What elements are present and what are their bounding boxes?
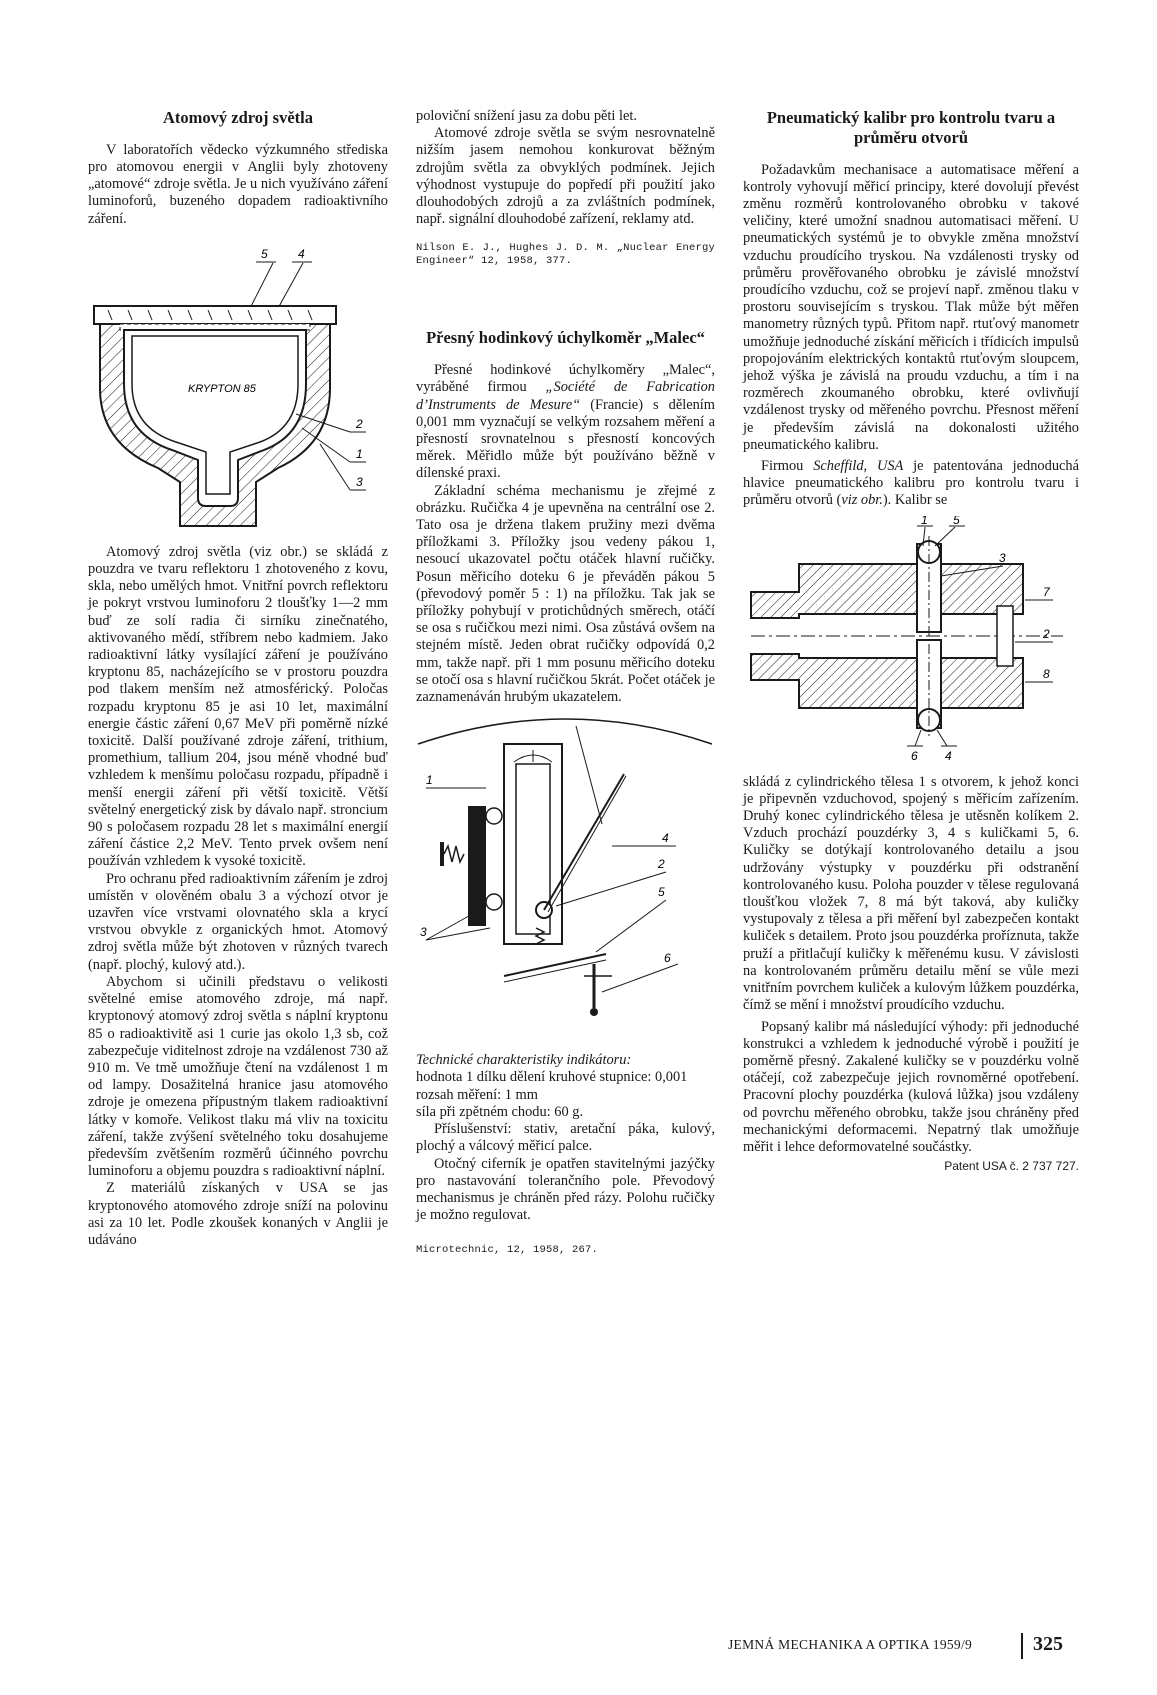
journal-name: JEMNÁ MECHANIKA A OPTIKA 1959/9 <box>728 1637 973 1652</box>
spec-title: Technické charakteristiky indikátoru: <box>416 1052 632 1069</box>
page-footer <box>728 1633 1080 1657</box>
krypton-light-source-figure <box>88 236 388 534</box>
page-number: 325 <box>1033 1633 1063 1655</box>
article-title-atomic-light: Atomový zdroj světla <box>163 108 313 127</box>
column-left <box>88 108 388 1249</box>
article-paragraph: Atomové zdroje světla se svým nesrovnatelně nižším jasem nemohou konkurovat běžným zdrojům světla za obvyklých podmínek. Jejich výhodnost vystupuje do popředí při použití jako dlouhodobých zdrojů a za zvláštních podmínek, např. signální dlouhodobé zařízení, reklamy atd. <box>416 125 715 228</box>
fig3-label-3: 3 <box>999 550 1006 565</box>
spec-line: síla při zpětném chodu: 60 g. <box>416 1103 584 1120</box>
fig3-label-1: 1 <box>921 515 928 527</box>
fig1-label-4: 4 <box>298 246 305 261</box>
footer-divider <box>1021 1633 1023 1659</box>
fig3-label-2: 2 <box>1043 626 1050 641</box>
article-paragraph: Atomový zdroj světla (viz obr.) se skládá z pouzdra ve tvaru reflektoru 1 zhotoveného z kovu, skla, nebo umělých hmot. Vnitřní povrch reflektoru je pokryt vrstvou luminoforu 2 tloušťky 1—2 mm buď ze solí radia či sirníku zinečnatého, aktivovaného mědí, stříbrem nebo kadmiem. Jako radioaktivní látky vysílající záření je používáno kryptonu 85, nacházejícího se v prostoru pouzdra pod tlakem menším než atmosférický. Poločas rozpadu kryptonu 85 je asi 10 let, maximální energie částic záření 0,67 MeV při poměrně nízké toxicitě. Další používané zdroje záření, trithium, promethium, tallium 204, jsou méně vhodné buď vzhledem k menšímu poločasu rozpadu, případně i menší energii záření při větší toxicitě. Větší světelný energetický zisk by dávalo např. stroncium 90 s poločasem rozpadu 28 let s maximální energií záření částice 2,2 MeV. Tento prvek ovšem není používán vzhledem k vysoké toxicitě. <box>88 543 388 870</box>
article-paragraph: Požadavkům mechanisace a automatisace měření a kontroly vyhovují měřicí principy, které dovolují převést změnu rozměrů kontrolovaného obrobku v takové veličiny, které umožní snadnou automatisaci měření. U pneumatických systémů je to obvykle změna množství vzduchu proudícího tryskou. Na vzdálenosti trysky od průměru prověřovaného obrobku je závislé množství proudícího vzduchu, což se projeví např. změnou tlaku v prostoru souvisejícím s tryskou. Tlak může být měřen manometry různých typů. Přitom např. rtuťový manometr umožňuje jednoduché získání měřicích i třídicích impulsů propojováním elektrických kontaktů rtuťovým sloupcem, jehož výška je závislá na proudu vzduchu, a tím i na rozměrech zkoumaného obrobku, které ovlivňují vzdálenost trysky od měřeného povrchu. Přesnost měření je především závislá na dokonalosti užitého pneumatického kalibru. <box>743 161 1079 453</box>
article-title-pneumatic: Pneumatický kalibr pro kontrolu tvaru a průměru otvorů <box>766 108 1056 147</box>
fig1-label-1: 1 <box>356 446 363 461</box>
source-citation: Microtechnic, 12, 1958, 267. <box>416 1244 599 1257</box>
fig1-label-3: 3 <box>356 474 363 489</box>
article-paragraph: skládá z cylindrického tělesa 1 s otvorem, k jehož konci je připevněn vzduchovod, spojený s měřicím zařízením. Druhý konec cylindrického tělesa je utěsněn kolíkem 2. Vzduch prochází pouzdérky 3, 4 s kuličkami 5, 6. Kuličky se dotýkají kontrolovaného detailu a jsou udržovány výstupky v pouzdérku při odstranění kontrolovaného kusu. Poloha pouzder v tělese regulovaná tloušťkou vložek 7, 8 má být taková, aby kuličky vystupovaly z tělesa a při měření byl zabezpečen kontakt kuliček s detailem. Proto jsou pouzdérka proříznuta, takže pruží a přitlačují kuličky k měřenému kusu. V závislosti na kontrolovaném průměru detailu mění se vůle mezi vnitřním povrchem kuliček a kulovým lůžkem pouzdérka, čímž se mění i množství proudícího vzduchu. <box>743 773 1079 1014</box>
fig3-label-7: 7 <box>1043 584 1050 599</box>
fig2-label-1: 1 <box>426 773 433 788</box>
article-paragraph: Otočný ciferník je opatřen stavitelnými jazýčky pro nastavování tolerančního pole. Převodový mechanismus je chráněn před rázy. Polohu ručičky je možno regulovat. <box>416 1155 715 1224</box>
article-paragraph: Pro ochranu před radioaktivním zářením je zdroj umístěn v olověném obalu 3 a výchozí otvor je uzavřen více vrstvami olovnatého skla a krycí vrstvou obvykle z organických hmot. Atomový zdroj světla může být zhotoven v různých tvarech (např. plochý, kulový atd.). <box>88 870 388 973</box>
pneumatic-gauge-figure <box>743 516 1079 768</box>
fig2-label-6: 6 <box>664 951 671 966</box>
fig3-label-5: 5 <box>953 515 960 527</box>
malec-indicator-figure <box>416 714 715 1044</box>
fig1-label-krypton: KRYPTON 85 <box>188 382 256 395</box>
article-paragraph: Z materiálů získaných v USA se jas kryptonového atomového zdroje sníží na polovinu asi za 10 let. Podle zkoušek konaných v Anglii je udáváno <box>88 1180 388 1248</box>
fig3-label-6: 6 <box>911 748 918 763</box>
fig3-label-8: 8 <box>1043 666 1050 681</box>
fig1-label-5: 5 <box>261 246 268 261</box>
spec-line: hodnota 1 dílku dělení kruhové stupnice: 0,001 <box>416 1069 688 1086</box>
fig2-label-3: 3 <box>420 925 427 940</box>
patent-reference: Patent USA č. 2 737 727. <box>944 1159 1079 1174</box>
article-paragraph: Příslušenství: stativ, aretační páka, kulový, plochý a válcový měřicí palce. <box>416 1121 715 1155</box>
article-paragraph: Přesné hodinkové úchylkoměry „Malec“, vyráběné firmou „Société de Fabrication d’Instruments de Mesure“ (Francie) s dělením 0,001 mm vyznačují se velkým rozsahem měření a přesností srovnatelnou s přesností koncových měrek. Měřidlo může být používáno běžně v dílenské praxi. <box>416 362 715 482</box>
article-intro: V laboratořích vědecko výzkumného střediska pro atomovou energii v Anglii byly zhotoveny „atomové“ zdroje světla. Je u nich využíváno záření luminoforů, buzeného dopadem radioaktivního záření. <box>88 141 388 227</box>
column-middle <box>416 108 715 1257</box>
fig3-label-4: 4 <box>945 748 952 763</box>
article-paragraph: Firmou Scheffild, USA je patentována jednoduchá hlavice pneumatického kalibru pro kontrolu tvaru i průměru otvorů (viz obr.). Kalibr se <box>743 458 1079 509</box>
article-paragraph: poloviční snížení jasu za dobu pěti let. <box>416 108 638 124</box>
article-title-malec: Přesný hodinkový úchylkoměr „Malec“ <box>426 328 705 348</box>
fig2-label-2: 2 <box>658 857 665 872</box>
fig1-label-2: 2 <box>356 416 363 431</box>
article-paragraph: Abychom si učinili představu o velikosti světelné emise atomového zdroje, má např. kryptonový atomový zdroj světla s náplní kryptonu 85 o radioaktivitě asi 1 curie jas okolo 1,3 sb, což zabezpečuje viditelnost zdroje na vzdálenost 730 až 910 m. Ve tmě umožňuje čtení na vzdálenost 1 m od lampy. Dosažitelná hranice jasu atomového zdroje je omezena přípustným tlakem radioaktivní látky v komoře. Velikost tlaku má vliv na toxicitu záření, takže zvýšení světelného toku dosahujeme především zvětšením rozměrů účinného povrchu luminoforu a objemu pouzdra s radioaktivní náplní. <box>88 973 388 1180</box>
source-citation: Nilson E. J., Hughes J. D. M. „Nuclear Energy Engineer“ 12, 1958, 377. <box>416 242 715 268</box>
spec-line: rozsah měření: 1 mm <box>416 1086 538 1103</box>
fig2-label-5: 5 <box>658 885 665 900</box>
article-paragraph: Popsaný kalibr má následující výhody: při jednoduché konstrukci a vzhledem k jednoduché výrobě i použití je poměrně přesný. Zakalené kuličky se v pouzdérku volně otáčejí, což zabezpečuje jejich rovnoměrné opotřebení. Pracovní plochy pouzdérka (kulová lůžka) jsou vzdáleny od povrchu měřeného obrobku, takže jsou chráněny před mechanickými deformacemi. Nepatrný tlak umožňuje měřit i lehce deformovatelné součástky. <box>743 1018 1079 1155</box>
column-right <box>743 108 1079 1175</box>
article-paragraph: Základní schéma mechanismu je zřejmé z obrázku. Ručička 4 je upevněna na centrální ose 2. Tato osa je držena tlakem pružiny mezi dvěma příložkami 3. Příložky jsou vedeny pákou 1, nesoucí ukazovatel počtu otáček hlavní ručičky. Posun měřicího doteku 6 je převáděn pákou 5 (převodový poměr 5 : 1) na příložku. Tak jak se příložky pohybují v protichůdných směrech, otáčí se osa s ručičkou mezi nimi. Osa zůstává ovšem na stejném místě. Jeden obrat ručičky odpovídá 0,2 mm, takže např. při 1 mm posunu měřicího doteku se otočí osa s hlavní ručičkou 5krát. Počet otáček je zaznamenáván hrubým ukazatelem. <box>416 482 715 706</box>
fig2-label-4: 4 <box>662 831 669 846</box>
